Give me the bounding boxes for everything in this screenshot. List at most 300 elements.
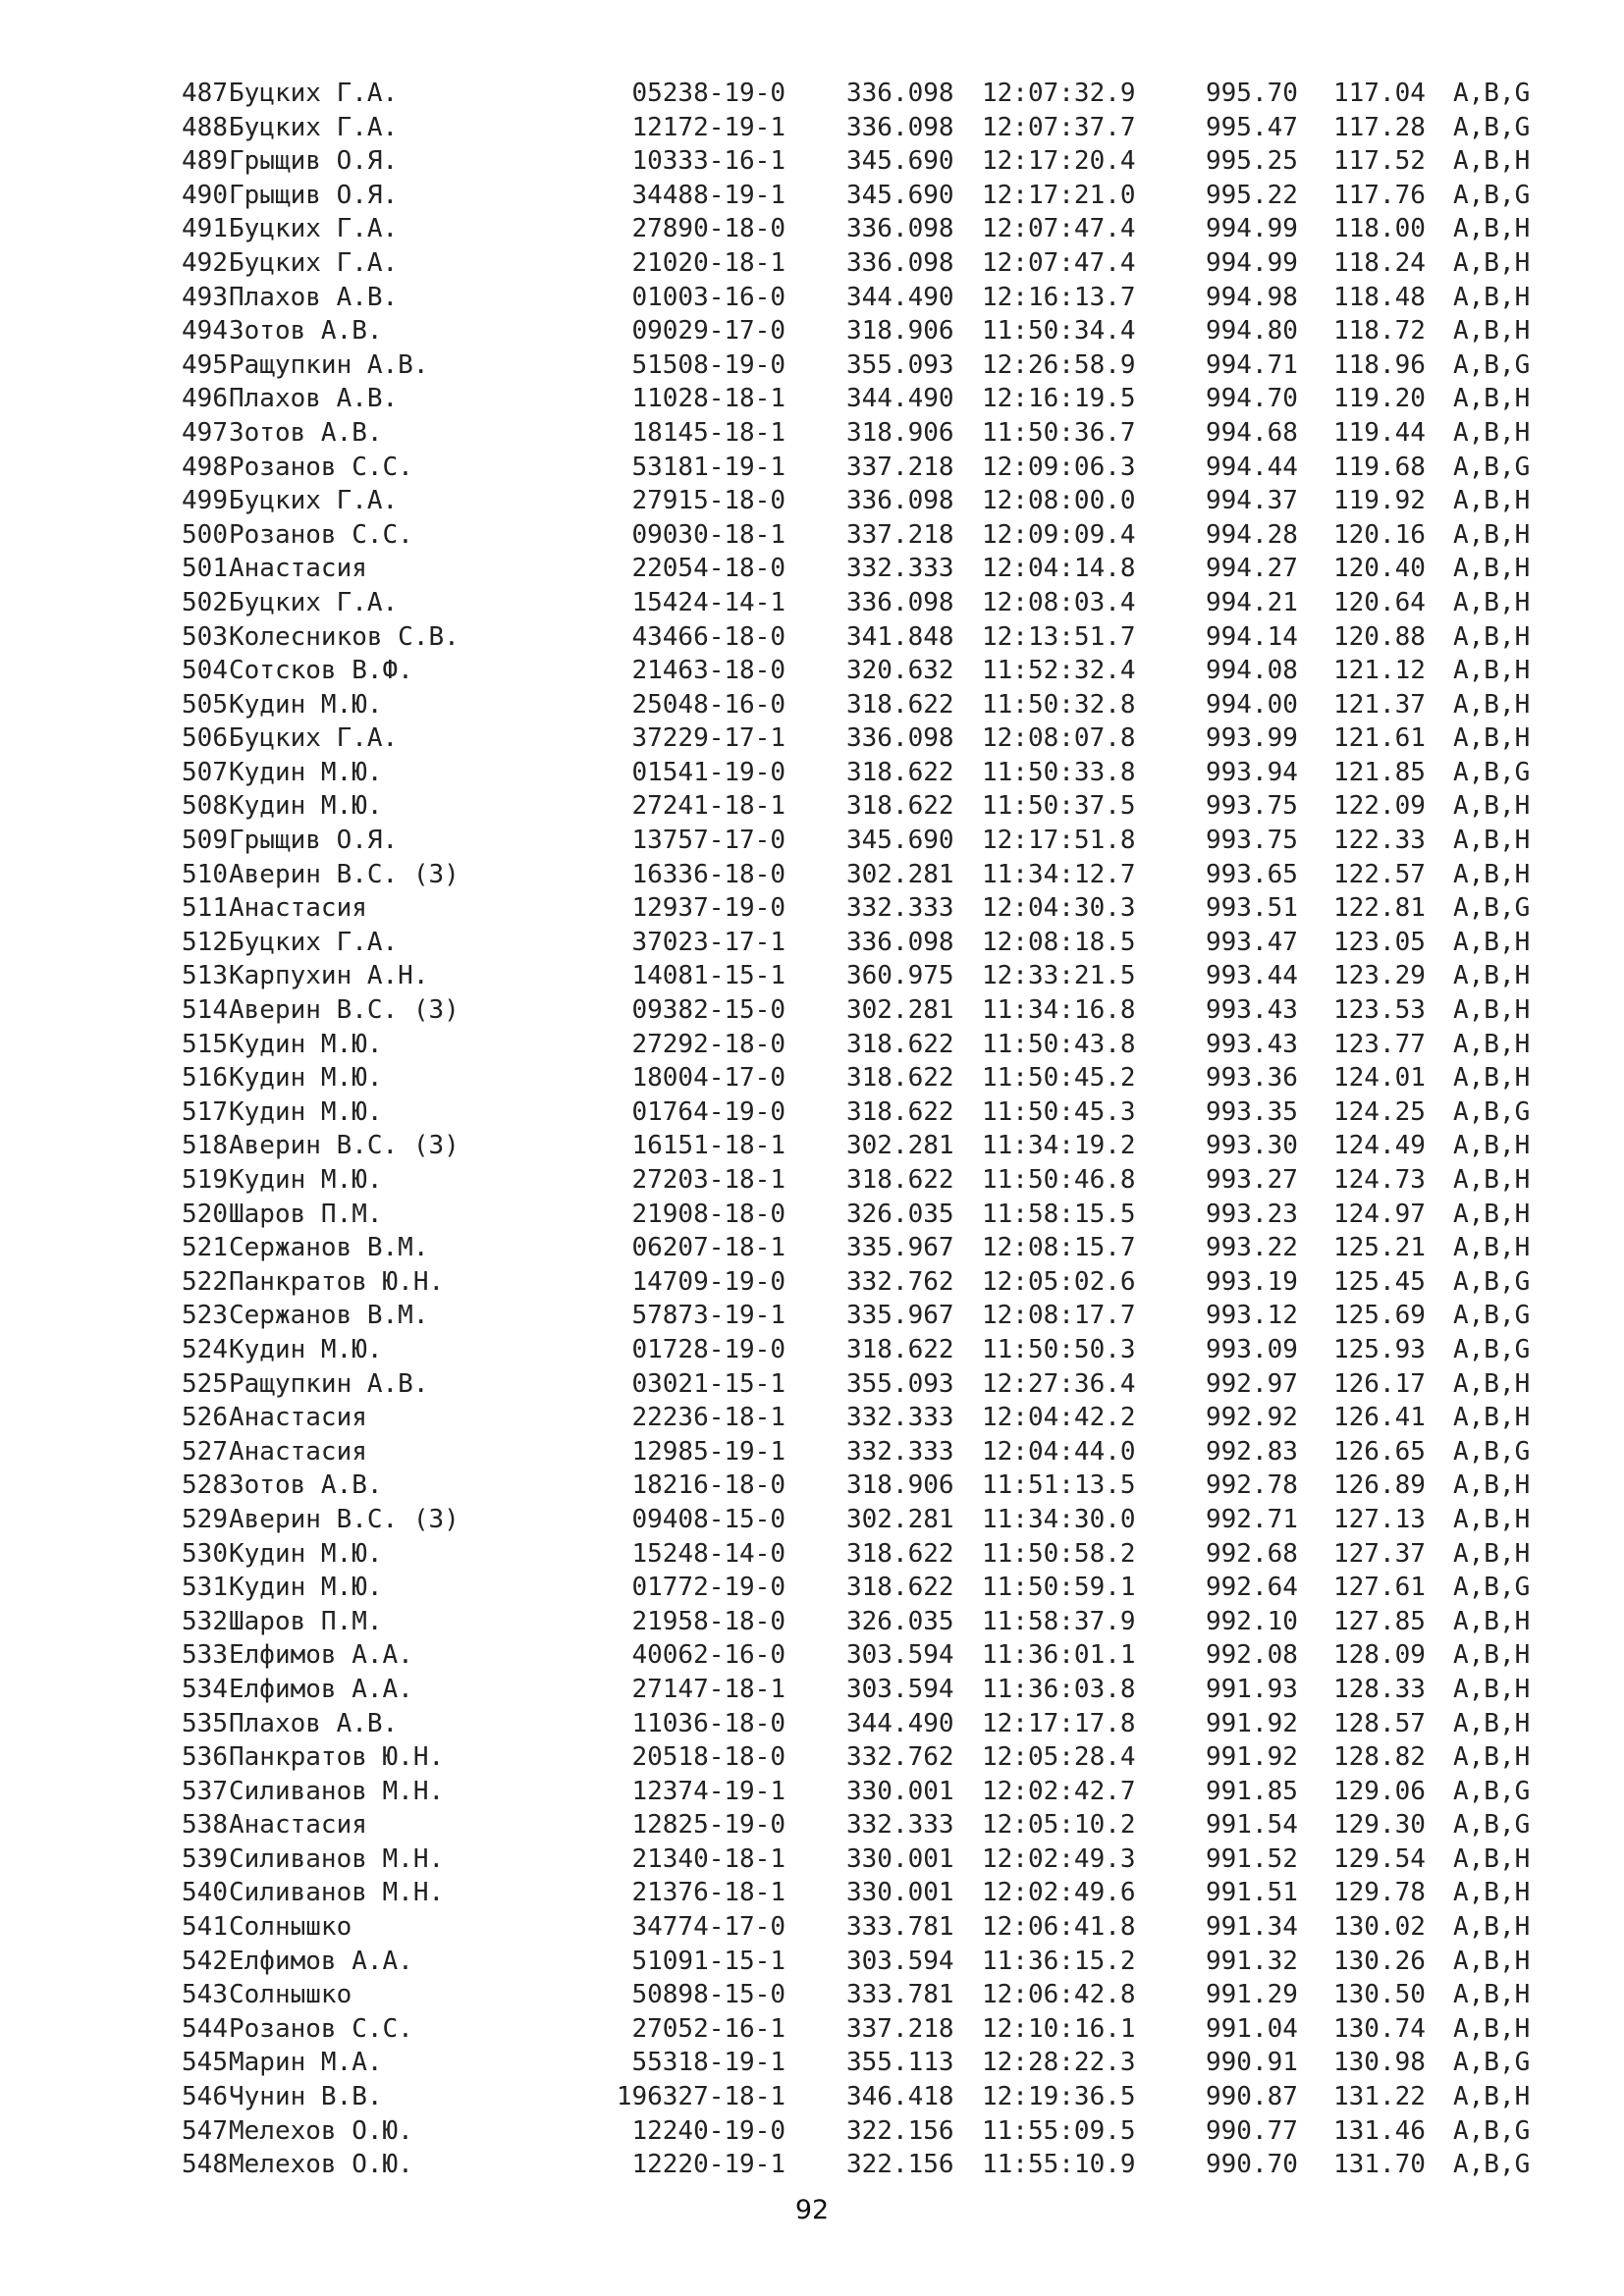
place: 548 [182, 2150, 228, 2180]
speed: 993.47 [1206, 927, 1298, 957]
table-row [0, 1367, 1624, 1402]
distance: 302.281 [846, 995, 954, 1026]
points: 118.24 [1333, 247, 1426, 278]
distance: 322.156 [846, 2115, 954, 2146]
points: 125.45 [1333, 1266, 1426, 1297]
ring-number: 51091-15-1 [631, 1946, 785, 1976]
place: 503 [182, 621, 228, 652]
table-row [0, 654, 1624, 688]
participant-name: Ращупкин А.В. [229, 1368, 429, 1399]
arrival-time: 12:17:51.8 [982, 826, 1136, 856]
ring-number: 09382-15-0 [631, 995, 785, 1026]
place: 488 [182, 112, 228, 142]
category: A,B,H [1453, 791, 1531, 822]
place: 499 [182, 486, 228, 516]
ring-number: 14709-19-0 [631, 1266, 785, 1297]
speed: 994.71 [1206, 349, 1298, 380]
speed: 993.36 [1206, 1063, 1298, 1094]
category: A,B,H [1453, 1199, 1531, 1229]
table-row [0, 314, 1624, 348]
participant-name: Елфимов А.А. [229, 1946, 413, 1976]
place: 526 [182, 1403, 228, 1433]
participant-name: Розанов С.С. [229, 2013, 413, 2044]
participant-name: Буцких Г.А. [229, 927, 399, 957]
points: 124.49 [1333, 1131, 1426, 1161]
place: 496 [182, 384, 228, 414]
distance: 330.001 [846, 1878, 954, 1908]
place: 524 [182, 1334, 228, 1364]
points: 123.53 [1333, 995, 1426, 1026]
participant-name: Марин М.А. [229, 2048, 383, 2078]
category: A,B,H [1453, 1946, 1531, 1976]
place: 511 [182, 893, 228, 924]
place: 517 [182, 1096, 228, 1127]
arrival-time: 11:58:15.5 [982, 1199, 1136, 1229]
table-row [0, 789, 1624, 824]
category: A,B,H [1453, 282, 1531, 312]
ring-number: 14081-15-1 [631, 961, 785, 991]
participant-name: Буцких Г.А. [229, 79, 399, 108]
points: 127.13 [1333, 1504, 1426, 1534]
category: A,B,H [1453, 384, 1531, 414]
ring-number: 27292-18-0 [631, 1029, 785, 1059]
distance: 335.967 [846, 1301, 954, 1331]
points: 130.74 [1333, 2013, 1426, 2044]
speed: 991.34 [1206, 1912, 1298, 1943]
participant-name: Кудин М.Ю. [229, 1029, 383, 1059]
distance: 336.098 [846, 247, 954, 278]
speed: 992.64 [1206, 1573, 1298, 1603]
participant-name: Солнышко [229, 1980, 352, 2010]
ring-number: 12220-19-1 [631, 2150, 785, 2180]
distance: 302.281 [846, 1504, 954, 1534]
points: 128.57 [1333, 1708, 1426, 1738]
category: A,B,H [1453, 621, 1531, 652]
table-row [0, 1095, 1624, 1130]
distance: 345.690 [846, 826, 954, 856]
points: 126.41 [1333, 1403, 1426, 1433]
participant-name: Кудин М.Ю. [229, 1063, 383, 1094]
distance: 320.632 [846, 656, 954, 686]
arrival-time: 11:50:45.2 [982, 1063, 1136, 1094]
category: A,B,H [1453, 2013, 1531, 2044]
distance: 318.622 [846, 1334, 954, 1364]
place: 542 [182, 1946, 228, 1976]
category: A,B,G [1453, 1810, 1531, 1841]
distance: 318.622 [846, 1165, 954, 1195]
table-row [0, 1265, 1624, 1300]
distance: 332.333 [846, 893, 954, 924]
arrival-time: 12:02:49.3 [982, 1843, 1136, 1874]
speed: 993.19 [1206, 1266, 1298, 1297]
points: 119.92 [1333, 486, 1426, 516]
category: A,B,H [1453, 689, 1531, 720]
points: 130.26 [1333, 1946, 1426, 1976]
category: A,B,H [1453, 1403, 1531, 1433]
table-row [0, 756, 1624, 790]
arrival-time: 11:58:37.9 [982, 1606, 1136, 1636]
category: A,B,H [1453, 554, 1531, 584]
table-row [0, 1503, 1624, 1537]
participant-name: Кудин М.Ю. [229, 791, 383, 822]
place: 543 [182, 1980, 228, 2010]
category: A,B,H [1453, 519, 1531, 550]
table-row [0, 144, 1624, 179]
category: A,B,G [1453, 1776, 1531, 1806]
speed: 993.22 [1206, 1233, 1298, 1263]
table-row [0, 1401, 1624, 1435]
points: 128.09 [1333, 1640, 1426, 1671]
table-row [0, 1028, 1624, 1062]
category: A,B,G [1453, 79, 1531, 108]
ring-number: 09030-18-1 [631, 519, 785, 550]
category: A,B,H [1453, 1165, 1531, 1195]
place: 487 [182, 79, 228, 108]
arrival-time: 12:07:47.4 [982, 247, 1136, 278]
arrival-time: 11:55:10.9 [982, 2150, 1136, 2180]
category: A,B,H [1453, 417, 1531, 448]
place: 493 [182, 282, 228, 312]
participant-name: Панкратов Ю.Н. [229, 1266, 445, 1297]
participant-name: Буцких Г.А. [229, 112, 399, 142]
ring-number: 18145-18-1 [631, 417, 785, 448]
arrival-time: 12:08:18.5 [982, 927, 1136, 957]
participant-name: Кудин М.Ю. [229, 1334, 383, 1364]
speed: 994.21 [1206, 587, 1298, 617]
points: 129.54 [1333, 1843, 1426, 1874]
speed: 993.35 [1206, 1096, 1298, 1127]
distance: 303.594 [846, 1640, 954, 1671]
table-row [0, 721, 1624, 756]
place: 518 [182, 1131, 228, 1161]
ring-number: 22054-18-0 [631, 554, 785, 584]
points: 121.61 [1333, 723, 1426, 754]
arrival-time: 12:08:15.7 [982, 1233, 1136, 1263]
speed: 991.92 [1206, 1742, 1298, 1773]
arrival-time: 12:33:21.5 [982, 961, 1136, 991]
distance: 303.594 [846, 1946, 954, 1976]
distance: 330.001 [846, 1843, 954, 1874]
participant-name: Анастасия [229, 1403, 367, 1433]
table-row [0, 2148, 1624, 2182]
points: 128.33 [1333, 1674, 1426, 1704]
speed: 994.14 [1206, 621, 1298, 652]
place: 538 [182, 1810, 228, 1841]
table-row [0, 1910, 1624, 1945]
points: 118.00 [1333, 214, 1426, 244]
category: A,B,G [1453, 349, 1531, 380]
distance: 302.281 [846, 859, 954, 889]
speed: 995.25 [1206, 146, 1298, 177]
table-row [0, 1061, 1624, 1095]
table-row [0, 586, 1624, 620]
participant-name: Чунин В.В. [229, 2082, 383, 2112]
place: 523 [182, 1301, 228, 1331]
arrival-time: 12:05:10.2 [982, 1810, 1136, 1841]
ring-number: 18004-17-0 [631, 1063, 785, 1094]
place: 495 [182, 349, 228, 380]
table-row [0, 1129, 1624, 1163]
distance: 332.333 [846, 1810, 954, 1841]
points: 119.20 [1333, 384, 1426, 414]
speed: 995.70 [1206, 79, 1298, 108]
arrival-time: 11:50:46.8 [982, 1165, 1136, 1195]
ring-number: 21020-18-1 [631, 247, 785, 278]
place: 534 [182, 1674, 228, 1704]
place: 537 [182, 1776, 228, 1806]
speed: 993.30 [1206, 1131, 1298, 1161]
arrival-time: 11:50:43.8 [982, 1029, 1136, 1059]
category: A,B,H [1453, 1912, 1531, 1943]
category: A,B,G [1453, 2115, 1531, 2146]
category: A,B,H [1453, 587, 1531, 617]
table-row [0, 416, 1624, 451]
speed: 991.54 [1206, 1810, 1298, 1841]
distance: 337.218 [846, 519, 954, 550]
participant-name: Кудин М.Ю. [229, 1538, 383, 1569]
category: A,B,H [1453, 1843, 1531, 1874]
points: 131.22 [1333, 2082, 1426, 2112]
distance: 336.098 [846, 112, 954, 142]
distance: 337.218 [846, 452, 954, 482]
speed: 992.78 [1206, 1470, 1298, 1501]
distance: 336.098 [846, 723, 954, 754]
arrival-time: 12:17:21.0 [982, 180, 1136, 210]
distance: 341.848 [846, 621, 954, 652]
distance: 318.622 [846, 689, 954, 720]
table-row [0, 1673, 1624, 1707]
place: 522 [182, 1266, 228, 1297]
category: A,B,H [1453, 1538, 1531, 1569]
place: 528 [182, 1470, 228, 1501]
arrival-time: 12:04:30.3 [982, 893, 1136, 924]
speed: 995.47 [1206, 112, 1298, 142]
distance: 318.906 [846, 1470, 954, 1501]
participant-name: Кудин М.Ю. [229, 1096, 383, 1127]
table-row [0, 179, 1624, 213]
ring-number: 03021-15-1 [631, 1368, 785, 1399]
arrival-time: 11:34:30.0 [982, 1504, 1136, 1534]
points: 124.25 [1333, 1096, 1426, 1127]
category: A,B,G [1453, 452, 1531, 482]
table-row [0, 518, 1624, 553]
table-row [0, 2080, 1624, 2114]
category: A,B,G [1453, 180, 1531, 210]
table-row [0, 1198, 1624, 1232]
points: 121.85 [1333, 757, 1426, 787]
place: 530 [182, 1538, 228, 1569]
table-row [0, 382, 1624, 416]
arrival-time: 11:34:12.7 [982, 859, 1136, 889]
table-row [0, 688, 1624, 722]
points: 127.85 [1333, 1606, 1426, 1636]
table-row [0, 824, 1624, 858]
distance: 336.098 [846, 927, 954, 957]
points: 125.69 [1333, 1301, 1426, 1331]
speed: 991.92 [1206, 1708, 1298, 1738]
speed: 991.52 [1206, 1843, 1298, 1874]
points: 130.02 [1333, 1912, 1426, 1943]
participant-name: Шаров П.М. [229, 1199, 383, 1229]
participant-name: Сотсков В.Ф. [229, 656, 413, 686]
distance: 330.001 [846, 1776, 954, 1806]
arrival-time: 12:02:49.6 [982, 1878, 1136, 1908]
points: 123.77 [1333, 1029, 1426, 1059]
arrival-time: 11:50:45.3 [982, 1096, 1136, 1127]
points: 122.33 [1333, 826, 1426, 856]
participant-name: Анастасия [229, 1810, 367, 1841]
ring-number: 15248-14-0 [631, 1538, 785, 1569]
participant-name: Буцких Г.А. [229, 587, 399, 617]
speed: 991.29 [1206, 1980, 1298, 2010]
category: A,B,G [1453, 1266, 1531, 1297]
category: A,B,H [1453, 146, 1531, 177]
participant-name: Силиванов М.Н. [229, 1776, 445, 1806]
ring-number: 16336-18-0 [631, 859, 785, 889]
participant-name: Колесников С.В. [229, 621, 460, 652]
speed: 995.22 [1206, 180, 1298, 210]
points: 117.52 [1333, 146, 1426, 177]
arrival-time: 11:52:32.4 [982, 656, 1136, 686]
points: 121.12 [1333, 656, 1426, 686]
table-row [0, 1945, 1624, 1979]
arrival-time: 11:50:37.5 [982, 791, 1136, 822]
arrival-time: 12:07:37.7 [982, 112, 1136, 142]
points: 130.50 [1333, 1980, 1426, 2010]
distance: 332.762 [846, 1742, 954, 1773]
speed: 991.04 [1206, 2013, 1298, 2044]
ring-number: 43466-18-0 [631, 621, 785, 652]
speed: 994.08 [1206, 656, 1298, 686]
category: A,B,H [1453, 995, 1531, 1026]
distance: 332.333 [846, 1403, 954, 1433]
place: 533 [182, 1640, 228, 1671]
points: 117.04 [1333, 79, 1426, 108]
arrival-time: 11:51:13.5 [982, 1470, 1136, 1501]
distance: 336.098 [846, 214, 954, 244]
ring-number: 01764-19-0 [631, 1096, 785, 1127]
arrival-time: 12:06:41.8 [982, 1912, 1136, 1943]
participant-name: Грыщив О.Я. [229, 180, 399, 210]
place: 508 [182, 791, 228, 822]
category: A,B,H [1453, 1368, 1531, 1399]
place: 519 [182, 1165, 228, 1195]
points: 122.09 [1333, 791, 1426, 822]
place: 491 [182, 214, 228, 244]
arrival-time: 12:06:42.8 [982, 1980, 1136, 2010]
speed: 991.32 [1206, 1946, 1298, 1976]
speed: 993.23 [1206, 1199, 1298, 1229]
distance: 346.418 [846, 2082, 954, 2112]
arrival-time: 12:07:47.4 [982, 214, 1136, 244]
place: 509 [182, 826, 228, 856]
table-row [0, 348, 1624, 383]
points: 131.70 [1333, 2150, 1426, 2180]
table-row [0, 1876, 1624, 1910]
place: 531 [182, 1573, 228, 1603]
participant-name: Плахов А.В. [229, 384, 399, 414]
category: A,B,H [1453, 2082, 1531, 2112]
table-row [0, 1842, 1624, 1877]
ring-number: 21958-18-0 [631, 1606, 785, 1636]
speed: 993.99 [1206, 723, 1298, 754]
place: 536 [182, 1742, 228, 1773]
speed: 994.27 [1206, 554, 1298, 584]
distance: 318.906 [846, 316, 954, 347]
distance: 326.035 [846, 1606, 954, 1636]
speed: 993.43 [1206, 1029, 1298, 1059]
table-row [0, 2046, 1624, 2080]
category: A,B,H [1453, 1708, 1531, 1738]
place: 497 [182, 417, 228, 448]
distance: 336.098 [846, 486, 954, 516]
table-row [0, 1978, 1624, 2012]
ring-number: 27915-18-0 [631, 486, 785, 516]
distance: 345.690 [846, 180, 954, 210]
table-row [0, 451, 1624, 485]
points: 122.81 [1333, 893, 1426, 924]
arrival-time: 12:02:42.7 [982, 1776, 1136, 1806]
ring-number: 27147-18-1 [631, 1674, 785, 1704]
table-row [0, 111, 1624, 145]
arrival-time: 12:28:22.3 [982, 2048, 1136, 2078]
ring-number: 196327-18-1 [616, 2082, 785, 2112]
points: 131.46 [1333, 2115, 1426, 2146]
place: 500 [182, 519, 228, 550]
ring-number: 12374-19-1 [631, 1776, 785, 1806]
ring-number: 16151-18-1 [631, 1131, 785, 1161]
ring-number: 53181-19-1 [631, 452, 785, 482]
points: 129.78 [1333, 1878, 1426, 1908]
participant-name: Кудин М.Ю. [229, 757, 383, 787]
participant-name: Буцких Г.А. [229, 247, 399, 278]
category: A,B,G [1453, 1334, 1531, 1364]
place: 541 [182, 1912, 228, 1943]
ring-number: 27203-18-1 [631, 1165, 785, 1195]
participant-name: Аверин В.С. (З) [229, 995, 460, 1026]
distance: 355.113 [846, 2048, 954, 2078]
participant-name: Зотов А.В. [229, 417, 383, 448]
arrival-time: 11:50:36.7 [982, 417, 1136, 448]
speed: 994.37 [1206, 486, 1298, 516]
place: 539 [182, 1843, 228, 1874]
table-row [0, 858, 1624, 892]
speed: 992.97 [1206, 1368, 1298, 1399]
arrival-time: 11:50:33.8 [982, 757, 1136, 787]
arrival-time: 12:26:58.9 [982, 349, 1136, 380]
place: 501 [182, 554, 228, 584]
ring-number: 57873-19-1 [631, 1301, 785, 1331]
participant-name: Анастасия [229, 893, 367, 924]
participant-name: Карпухин А.Н. [229, 961, 429, 991]
place: 505 [182, 689, 228, 720]
arrival-time: 12:08:17.7 [982, 1301, 1136, 1331]
table-row [0, 1333, 1624, 1367]
place: 521 [182, 1233, 228, 1263]
points: 119.44 [1333, 417, 1426, 448]
place: 525 [182, 1368, 228, 1399]
points: 118.72 [1333, 316, 1426, 347]
ring-number: 18216-18-0 [631, 1470, 785, 1501]
arrival-time: 12:05:02.6 [982, 1266, 1136, 1297]
speed: 994.00 [1206, 689, 1298, 720]
table-row [0, 1707, 1624, 1741]
ring-number: 12240-19-0 [631, 2115, 785, 2146]
table-row [0, 1468, 1624, 1503]
table-row [0, 1775, 1624, 1809]
distance: 303.594 [846, 1674, 954, 1704]
distance: 344.490 [846, 282, 954, 312]
